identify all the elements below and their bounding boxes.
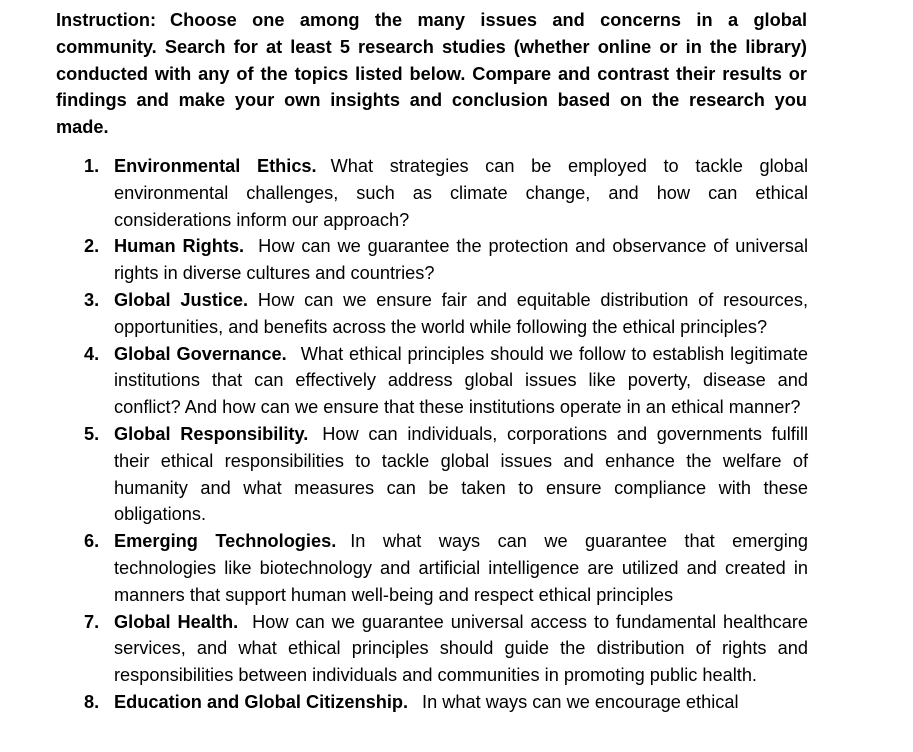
list-item [84, 233, 808, 287]
item-number: 5. [84, 423, 100, 444]
item-text: In what ways can we encourage ethical [422, 691, 739, 712]
item-title: Environmental Ethics. [114, 156, 317, 176]
item-title: Global Responsibility. [114, 423, 309, 444]
item-number: 1. [84, 156, 100, 176]
item-title: Human Rights. [114, 236, 245, 257]
item-title: Global Governance. [114, 343, 287, 364]
item-title: Global Health. [114, 611, 239, 632]
item-number: 8. [84, 691, 100, 712]
item-number: 4. [84, 343, 100, 364]
item-title: Education and Global Citizenship. [114, 691, 409, 712]
item-text: In what ways can we guarantee that emerging technologies like biotechnology and artificial intelligence are utilized and created in manners that support human well-being and respect ethical principles [114, 531, 808, 605]
topics-list [84, 153, 808, 716]
item-number: 2. [84, 236, 100, 257]
list-item [84, 609, 808, 689]
list-item [84, 153, 808, 233]
item-number: 7. [84, 611, 100, 632]
item-text: What ethical principles should we follow to establish legitimate institutions that can effectively address global issues like poverty, disease and conflict? And how can we ensure that these institutions operate in an ethical manner? [114, 343, 808, 418]
item-title: Global Justice. [114, 289, 249, 310]
item-text: What strategies can be employed to tackle global environmental challenges, such as climate change, and how can ethical considerations inform our approach? [114, 156, 809, 230]
instruction-paragraph [56, 7, 807, 141]
item-text: How can we ensure fair and equitable distribution of resources, opportunities, and benefits across the world while following the ethical principles? [114, 289, 808, 337]
instruction-text: Choose one among the many issues and concerns in a global community. Search for at least 5 research studies (whether online or in the library) conducted with any of the topics listed below. Compare and contrast their results or findings and make your own insights and conclusion based on the research you made. [56, 10, 807, 138]
item-text: How can individuals, corporations and governments fulfill their ethical responsibilities to tackle global issues and enhance the welfare of humanity and what measures can be taken to ensure compliance with these obligations. [114, 423, 808, 525]
list-item [84, 421, 808, 528]
item-text: How can we guarantee universal access to fundamental healthcare services, and what ethical principles should guide the distribution of rights and responsibilities between individuals and communities in promoting public health. [114, 611, 808, 686]
list-item [84, 689, 808, 716]
list-item [84, 341, 808, 421]
item-number: 3. [84, 289, 100, 310]
list-item [84, 287, 808, 341]
item-text: How can we guarantee the protection and observance of universal rights in diverse cultures and countries? [114, 236, 808, 284]
list-item [84, 528, 808, 608]
instruction-label: Instruction: [56, 10, 157, 30]
item-title: Emerging Technologies. [114, 531, 337, 552]
item-number: 6. [84, 531, 100, 552]
